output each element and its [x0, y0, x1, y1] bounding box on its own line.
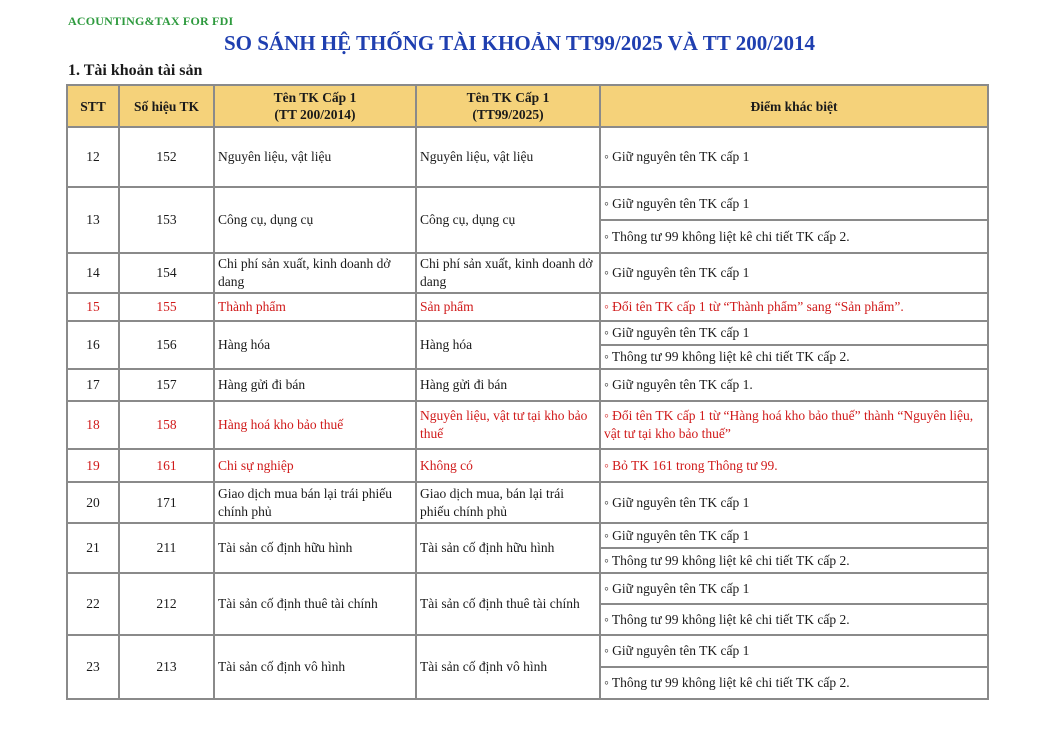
row-tt99-name: Hàng gửi đi bán	[416, 369, 600, 401]
row-tt99-name: Sản phẩm	[416, 293, 600, 321]
page-title: SO SÁNH HỆ THỐNG TÀI KHOẢN TT99/2025 VÀ TT 200/2014	[223, 31, 816, 55]
row-difference: ◦ Giữ nguyên tên TK cấp 1.	[600, 369, 988, 401]
row-tt200-name: Chi phí sản xuất, kinh doanh dở dang	[214, 253, 416, 293]
row-tt99-name: Công cụ, dụng cụ	[416, 187, 600, 253]
table-row	[67, 369, 988, 401]
row-tt200-name: Tài sản cố định vô hình	[214, 635, 416, 699]
table-row	[67, 401, 988, 449]
row-difference: ◦ Bỏ TK 161 trong Thông tư 99.	[600, 449, 988, 482]
row-difference: ◦ Giữ nguyên tên TK cấp 1	[600, 127, 988, 187]
row-stt: 21	[67, 523, 119, 573]
col-header-tt200-line1: Tên TK Cấp 1	[273, 90, 357, 105]
table-header-row	[67, 85, 988, 127]
row-difference: ◦ Giữ nguyên tên TK cấp 1	[600, 253, 988, 293]
row-difference: ◦ Thông tư 99 không liệt kê chi tiết TK cấp 2.	[600, 548, 988, 573]
row-tt99-name: Nguyên liệu, vật tư tại kho bảo thuế	[416, 401, 600, 449]
row-difference: ◦ Thông tư 99 không liệt kê chi tiết TK cấp 2.	[600, 604, 988, 635]
row-account-code: 156	[119, 321, 214, 369]
table-row	[67, 293, 988, 321]
row-stt: 16	[67, 321, 119, 369]
row-tt200-name: Nguyên liệu, vật liệu	[214, 127, 416, 187]
row-tt200-name: Tài sản cố định hữu hình	[214, 523, 416, 573]
row-difference: ◦ Thông tư 99 không liệt kê chi tiết TK cấp 2.	[600, 220, 988, 253]
row-account-code: 161	[119, 449, 214, 482]
row-account-code: 152	[119, 127, 214, 187]
section-heading: 1. Tài khoản tài sản	[68, 62, 203, 79]
row-stt: 23	[67, 635, 119, 699]
row-difference: ◦ Giữ nguyên tên TK cấp 1	[600, 482, 988, 523]
row-difference: ◦ Đổi tên TK cấp 1 từ “Thành phẩm” sang “Sản phẩm”.	[600, 293, 988, 321]
col-header-difference: Điểm khác biệt	[600, 85, 988, 127]
row-account-code: 155	[119, 293, 214, 321]
row-tt200-name: Công cụ, dụng cụ	[214, 187, 416, 253]
col-header-tt99-name	[416, 85, 600, 127]
table-row	[67, 635, 988, 667]
col-header-stt: STT	[67, 85, 119, 127]
row-account-code: 157	[119, 369, 214, 401]
row-stt: 14	[67, 253, 119, 293]
row-stt: 15	[67, 293, 119, 321]
row-tt200-name: Tài sản cố định thuê tài chính	[214, 573, 416, 635]
col-header-account-code: Số hiệu TK	[119, 85, 214, 127]
row-tt99-name: Tài sản cố định vô hình	[416, 635, 600, 699]
row-stt: 12	[67, 127, 119, 187]
col-header-tt99-line2: (TT99/2025)	[472, 107, 544, 122]
row-stt: 17	[67, 369, 119, 401]
row-tt200-name: Hàng gửi đi bán	[214, 369, 416, 401]
row-difference: ◦ Giữ nguyên tên TK cấp 1	[600, 321, 988, 345]
row-account-code: 213	[119, 635, 214, 699]
row-account-code: 153	[119, 187, 214, 253]
row-stt: 18	[67, 401, 119, 449]
table-row	[67, 253, 988, 293]
row-difference: ◦ Giữ nguyên tên TK cấp 1	[600, 635, 988, 667]
row-difference: ◦ Giữ nguyên tên TK cấp 1	[600, 573, 988, 604]
row-stt: 13	[67, 187, 119, 253]
row-tt99-name: Không có	[416, 449, 600, 482]
row-account-code: 158	[119, 401, 214, 449]
row-stt: 20	[67, 482, 119, 523]
table-row	[67, 573, 988, 604]
row-tt200-name: Thành phẩm	[214, 293, 416, 321]
table-row	[67, 187, 988, 220]
row-difference: ◦ Giữ nguyên tên TK cấp 1	[600, 523, 988, 548]
row-tt99-name: Giao dịch mua, bán lại trái phiếu chính phủ	[416, 482, 600, 523]
row-tt200-name: Hàng hóa	[214, 321, 416, 369]
row-stt: 19	[67, 449, 119, 482]
row-difference: ◦ Thông tư 99 không liệt kê chi tiết TK cấp 2.	[600, 667, 988, 699]
col-header-tt99-line1: Tên TK Cấp 1	[466, 90, 550, 105]
col-header-tt200-line2: (TT 200/2014)	[274, 107, 356, 122]
table-row	[67, 523, 988, 548]
row-account-code: 212	[119, 573, 214, 635]
row-tt99-name: Tài sản cố định thuê tài chính	[416, 573, 600, 635]
row-difference: ◦ Thông tư 99 không liệt kê chi tiết TK cấp 2.	[600, 345, 988, 369]
row-tt200-name: Giao dịch mua bán lại trái phiếu chính phủ	[214, 482, 416, 523]
col-header-tt200-name	[214, 85, 416, 127]
table-row	[67, 449, 988, 482]
table-row	[67, 482, 988, 523]
row-account-code: 154	[119, 253, 214, 293]
row-stt: 22	[67, 573, 119, 635]
row-tt200-name: Hàng hoá kho bảo thuế	[214, 401, 416, 449]
row-tt200-name: Chi sự nghiệp	[214, 449, 416, 482]
row-difference: ◦ Đổi tên TK cấp 1 từ “Hàng hoá kho bảo thuế” thành “Nguyên liệu, vật tư tại kho bảo thuế”	[600, 401, 988, 449]
row-account-code: 211	[119, 523, 214, 573]
row-difference: ◦ Giữ nguyên tên TK cấp 1	[600, 187, 988, 220]
comparison-table	[66, 84, 989, 700]
table-row	[67, 321, 988, 345]
row-tt99-name: Chi phí sản xuất, kinh doanh dở dang	[416, 253, 600, 293]
row-tt99-name: Hàng hóa	[416, 321, 600, 369]
row-account-code: 171	[119, 482, 214, 523]
brand-label: ACOUNTING&TAX FOR FDI	[68, 14, 234, 28]
row-tt99-name: Tài sản cố định hữu hình	[416, 523, 600, 573]
table-row	[67, 127, 988, 187]
row-tt99-name: Nguyên liệu, vật liệu	[416, 127, 600, 187]
